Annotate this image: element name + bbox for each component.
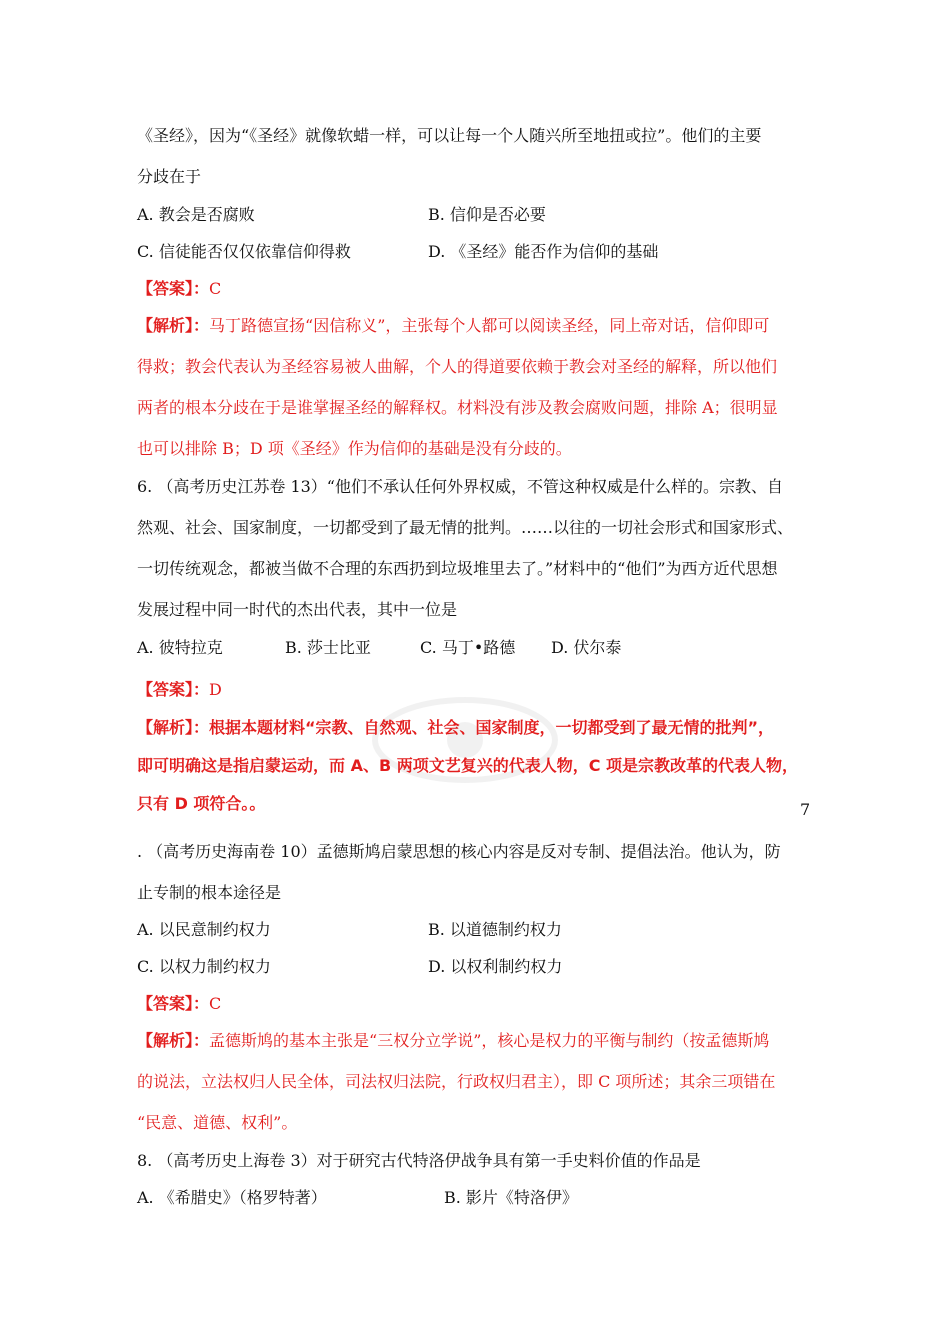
q5-analysis-line-4: 也可以排除 B；D 项《圣经》作为信仰的基础是没有分歧的。 (137, 439, 572, 458)
q5-stem-line-1: 《圣经》，因为“《圣经》就像软蜡一样，可以让每一个人随兴所至地扭或拉”。他们的主要 (137, 126, 762, 145)
q5-stem-line-2: 分歧在于 (137, 167, 202, 186)
q7-analysis-line-1 (137, 1031, 769, 1051)
q6-option-b: B. 莎士比亚 (285, 638, 371, 657)
q7-analysis-line-2: 的说法，立法权归人民全体，司法权归法院，行政权归君主），即 C 项所述；其余三项错在 (137, 1072, 776, 1091)
q5-analysis-line-1 (137, 316, 769, 336)
q8-option-a: A. 《希腊史》（格罗特著） (137, 1188, 327, 1207)
analysis-label: 【解析】： (137, 1031, 210, 1050)
analysis-label: 【解析】： (137, 316, 210, 335)
answer-value: C (209, 279, 222, 298)
q6-stem-line-1: 6. （高考历史江苏卷 13）“他们不承认任何外界权威，不管这种权威是什么样的。宗教、自 (137, 477, 783, 496)
q6-stem-line-3: 一切传统观念，都被当做不合理的东西扔到垃圾堆里去了。”材料中的“他们”为西方近代思想 (137, 559, 778, 578)
q6-option-c: C. 马丁•路德 (420, 638, 516, 657)
q6-option-d: D. 伏尔泰 (551, 638, 622, 657)
analysis-text: 孟德斯鸠的基本主张是“三权分立学说”，核心是权力的平衡与制约（按孟德斯鸠 (209, 1031, 770, 1050)
q8-stem-line-1: 8. （高考历史上海卷 3）对于研究古代特洛伊战争具有第一手史料价值的作品是 (137, 1151, 701, 1170)
q7-stem-line-2: 止专制的根本途径是 (137, 883, 282, 902)
q7-stem-line-1: . （高考历史海南卷 10）孟德斯鸠启蒙思想的核心内容是反对专制、提倡法治。他认为，防 (137, 842, 781, 861)
q5-analysis-line-2: 得救；教会代表认为圣经容易被人曲解，个人的得道要依赖于教会对圣经的解释，所以他们 (137, 357, 778, 376)
q6-analysis-line-2: 即可明确这是指启蒙运动，而 A、B 两项文艺复兴的代表人物，C 项是宗教改革的代表人物， (137, 756, 799, 775)
q5-option-d: D. 《圣经》能否作为信仰的基础 (428, 242, 659, 261)
answer-label: 【答案】： (137, 279, 210, 298)
q6-stem-line-2: 然观、社会、国家制度，一切都受到了最无情的批判。……以往的一切社会形式和国家形式、 (137, 518, 794, 537)
answer-value: D (209, 680, 222, 699)
q7-analysis-line-3: “民意、道德、权利”。 (137, 1113, 298, 1132)
answer-value: C (209, 994, 222, 1013)
answer-label: 【答案】： (137, 680, 210, 699)
q5-answer (137, 279, 221, 299)
q6-stem-line-4: 发展过程中同一时代的杰出代表，其中一位是 (137, 600, 458, 619)
watermark-logo (365, 680, 565, 800)
q6-analysis-line-3: 只有 D 项符合。。 (137, 794, 266, 813)
q6-option-a: A. 彼特拉克 (137, 638, 223, 657)
page-number: 7 (800, 800, 811, 819)
q5-option-a: A. 教会是否腐败 (137, 205, 255, 224)
q5-analysis-line-3: 两者的根本分歧在于是谁掌握圣经的解释权。材料没有涉及教会腐败问题，排除 A；很明显 (137, 398, 778, 417)
analysis-text: 马丁路德宣扬“因信称义”，主张每个人都可以阅读圣经，同上帝对话，信仰即可 (209, 316, 770, 335)
q8-option-b: B. 影片《特洛伊》 (444, 1188, 578, 1207)
q7-option-a: A. 以民意制约权力 (137, 920, 271, 939)
q7-answer (137, 994, 221, 1014)
q6-analysis-line-1 (137, 718, 774, 738)
q7-option-b: B. 以道德制约权力 (428, 920, 562, 939)
q5-option-c: C. 信徒能否仅仅依靠信仰得救 (137, 242, 351, 261)
analysis-label: 【解析】： (137, 718, 210, 737)
q7-option-c: C. 以权力制约权力 (137, 957, 271, 976)
q7-option-d: D. 以权利制约权力 (428, 957, 563, 976)
q6-answer (137, 680, 222, 700)
analysis-text: 根据本题材料“宗教、自然观、社会、国家制度，一切都受到了最无情的批判”， (209, 718, 775, 737)
answer-label: 【答案】： (137, 994, 210, 1013)
q5-option-b: B. 信仰是否必要 (428, 205, 546, 224)
